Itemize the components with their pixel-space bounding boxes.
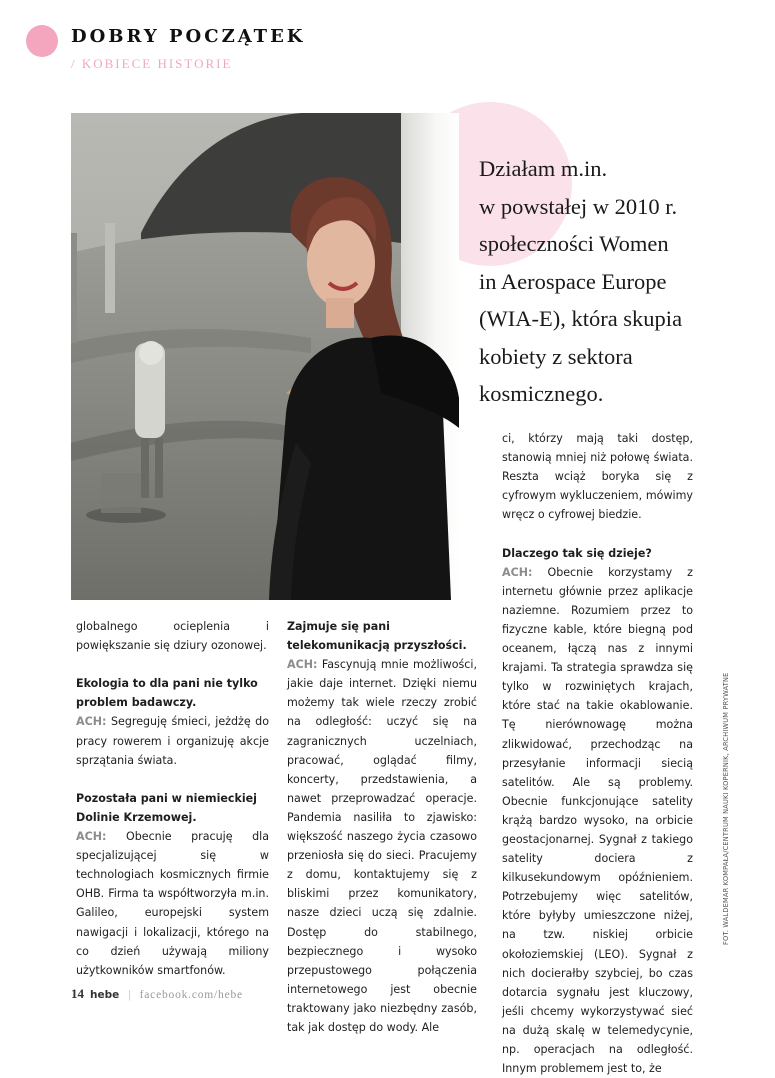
article-column-2 <box>287 617 477 1037</box>
article-column-3 <box>502 429 693 1078</box>
speaker-initials: ACH: <box>287 658 318 672</box>
portrait-photo-icon <box>71 113 459 600</box>
interview-question: Dlaczego tak się dzieje? <box>502 546 652 560</box>
body-paragraph: ci, którzy mają taki dostęp, stanowią mniej niż połowę świata. Reszta wciąż boryka się z cyfrowym wykluczeniem, mówimy wręcz o cyfrowej biedzie. <box>502 432 693 522</box>
interview-question: Pozostała pani w niemieckiej Dolinie Krzemowej. <box>76 791 257 824</box>
pull-quote-line: kosmicznego. <box>479 381 604 406</box>
interview-question: Zajmuje się pani telekomunikacją przyszłości. <box>287 620 467 653</box>
answer-text: Fascynują mnie możliwości, jakie daje internet. Dzięki niemu możemy tak wiele rzeczy zrobić na odległość: uczyć się na zagranicznych uczelniach, pracować, oglądać filmy, koncerty, przedstawienia, a nawet przeprowadzać operacje. Pandemia nasiliła to zjawisko: większość naszego życia czasowo przeniosła się do sieci. Pracujemy z domu, kontaktujemy się z bliskimi przez komunikatory, nasze dzieci uczą się zdalnie. Dostęp do stabilnego, bezpiecznego i wysoko przepustowego połączenia internetowego jest obecnie traktowany jako niezbędny zasób, tak jak dostęp do wody. Ale <box>287 658 477 1034</box>
answer-text: Obecnie pracuję dla specjalizującej się w technologiach kosmicznych firmie OHB. Firma ta współtworzyła m.in. Galileo, europejski system nawigacji i lokalizacji, którego na co dzień używają miliony użytkowników smartfonów. <box>76 830 269 977</box>
speaker-initials: ACH: <box>502 565 533 579</box>
photo-credit: FOT. WALDEMAR KOMPAŁA/CENTRUM NAUKI KOPERNIK, ARCHIWUM PRYWATNE <box>722 672 730 945</box>
interview-answer <box>76 827 269 980</box>
pull-quote-line: w powstałej w 2010 r. <box>479 193 678 219</box>
footer-site-link[interactable]: facebook.com/hebe <box>139 989 243 1001</box>
speaker-initials: ACH: <box>76 715 107 729</box>
portrait-photo <box>71 113 459 600</box>
article-column-1 <box>76 617 269 980</box>
answer-text: Segreguję śmieci, jeżdżę do pracy rowerem i organizuję akcje sprzątania świata. <box>76 715 269 767</box>
body-paragraph: globalnego ocieplenia i powiększanie się dziury ozonowej. <box>76 620 269 653</box>
section-title: DOBRY POCZĄTEK <box>71 26 306 47</box>
pull-quote <box>479 150 769 413</box>
interview-answer <box>287 655 477 1037</box>
magazine-name: hebe <box>90 989 120 1001</box>
page-footer <box>71 986 243 1002</box>
interview-question: Ekologia to dla pani nie tylko problem badawczy. <box>76 677 258 710</box>
section-subtitle: / KOBIECE HISTORIE <box>71 56 233 71</box>
speaker-initials: ACH: <box>76 830 107 844</box>
pull-quote-line: kobiety z sektora <box>479 343 633 369</box>
pull-quote-line: społeczności Women <box>479 231 669 256</box>
pink-dot-marker <box>26 25 58 57</box>
answer-text: Obecnie korzystamy z internetu głównie przez aplikacje naziemne. Rozumiem przez to fizyczne kable, które biegną pod oceanem, łączą nas z innymi krajami. Ta strategia sprawdza się tylko w rozwiniętych krajach, które stać na takie okablowanie. Tę nierównowagę można zlikwidować, przechodząc na przesyłanie informacji siecią satelitów. Ale są problemy. Obecnie funkcjonujące satelity krążą bardzo wysoko, na orbicie geostacjonarnej. Sygnał z takiego satelity dociera z kilkusekundowym opóźnieniem. Potrzebujemy więc satelitów, które byłyby umieszczone niżej, na tzw. niskiej orbicie okołoziemskiej (LEO). Sygnał z nich docierałby szybciej, bo czas dotarcia sygnału jest kluczowy, jeśli chcemy wykorzystywać sieć na dużą skalę w telemedycynie, np. operacjach na odległość. Innym problemem jest to, że <box>502 565 693 1076</box>
footer-separator: | <box>128 987 131 1001</box>
page-number: 14 <box>71 986 84 1001</box>
pull-quote-line: in Aerospace Europe <box>479 268 667 294</box>
pull-quote-line: Działam m.in. <box>479 156 608 181</box>
interview-answer <box>76 712 269 769</box>
pull-quote-line: (WIA-E), która skupia <box>479 306 683 331</box>
interview-answer <box>502 563 693 1078</box>
